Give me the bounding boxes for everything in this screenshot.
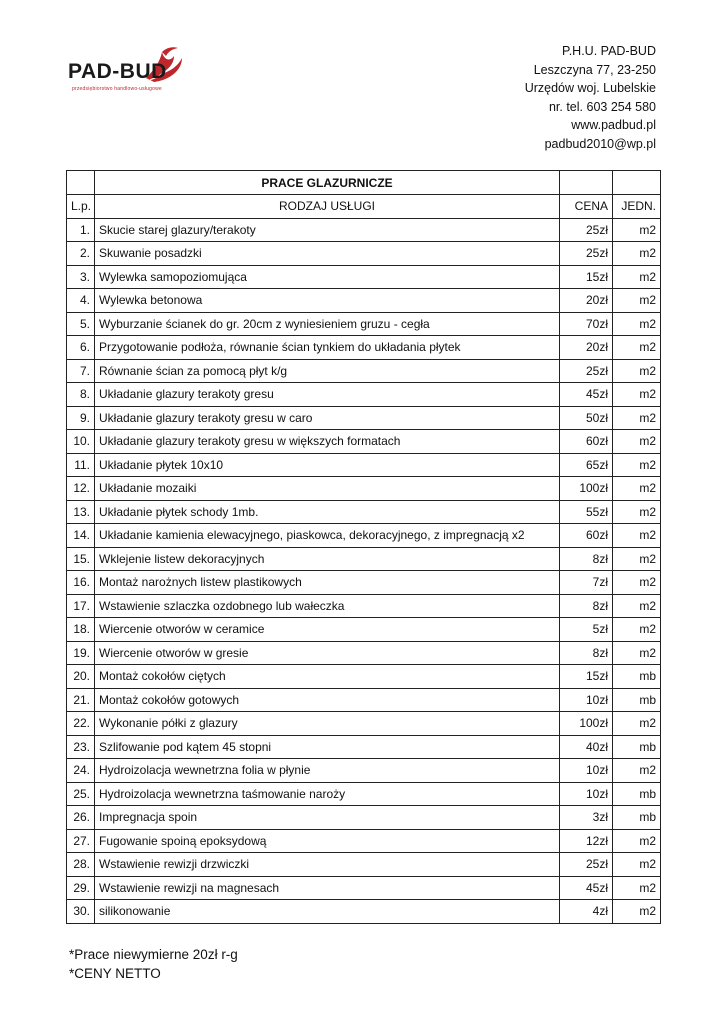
row-unit: m2 — [613, 383, 661, 407]
table-row — [67, 665, 661, 689]
row-service-name: Wklejenie listew dekoracyjnych — [95, 547, 560, 571]
row-service-name: Szlifowanie pod kątem 45 stopni — [95, 735, 560, 759]
row-service-name: Hydroizolacja wewnetrzna folia w płynie — [95, 759, 560, 783]
row-price: 60zł — [560, 524, 613, 548]
row-price: 8zł — [560, 547, 613, 571]
company-email[interactable]: padbud2010@wp.pl — [544, 136, 656, 151]
table-row — [67, 336, 661, 360]
table-row — [67, 547, 661, 571]
row-unit: m2 — [613, 289, 661, 313]
row-number: 17. — [67, 594, 95, 618]
table-row — [67, 853, 661, 877]
row-number: 30. — [67, 900, 95, 924]
row-number: 28. — [67, 853, 95, 877]
table-row — [67, 406, 661, 430]
row-number: 19. — [67, 641, 95, 665]
table-row — [67, 876, 661, 900]
header-price: CENA — [560, 195, 613, 219]
company-phone: nr. tel. 603 254 580 — [548, 99, 656, 114]
row-number: 20. — [67, 665, 95, 689]
row-price: 25zł — [560, 853, 613, 877]
row-unit: m2 — [613, 829, 661, 853]
row-price: 70zł — [560, 312, 613, 336]
row-service-name: Skuwanie posadzki — [95, 242, 560, 266]
row-service-name: Montaż cokołów ciętych — [95, 665, 560, 689]
row-unit: mb — [613, 665, 661, 689]
header-service: RODZAJ USŁUGI — [95, 195, 560, 219]
row-price: 65zł — [560, 453, 613, 477]
company-logo — [68, 38, 198, 98]
company-website[interactable]: www.padbud.pl — [571, 118, 656, 133]
row-number: 13. — [67, 500, 95, 524]
row-price: 40zł — [560, 735, 613, 759]
row-service-name: Wiercenie otworów w gresie — [95, 641, 560, 665]
row-price: 10zł — [560, 688, 613, 712]
table-row — [67, 265, 661, 289]
row-price: 3zł — [560, 806, 613, 830]
row-price: 25zł — [560, 242, 613, 266]
row-price: 12zł — [560, 829, 613, 853]
row-unit: m2 — [613, 336, 661, 360]
row-service-name: Wykonanie półki z glazury — [95, 712, 560, 736]
row-unit: m2 — [613, 218, 661, 242]
row-number: 24. — [67, 759, 95, 783]
row-price: 8zł — [560, 594, 613, 618]
row-service-name: Przygotowanie podłoża, równanie ścian tynkiem do układania płytek — [95, 336, 560, 360]
row-unit: m2 — [613, 547, 661, 571]
company-region: Urzędów woj. Lubelskie — [524, 81, 656, 96]
row-service-name: Wstawienie rewizji na magnesach — [95, 876, 560, 900]
row-number: 23. — [67, 735, 95, 759]
row-unit: m2 — [613, 477, 661, 501]
row-price: 15zł — [560, 665, 613, 689]
row-price: 10zł — [560, 782, 613, 806]
row-service-name: Montaż narożnych listew plastikowych — [95, 571, 560, 595]
row-price: 10zł — [560, 759, 613, 783]
table-row — [67, 242, 661, 266]
table-row — [67, 759, 661, 783]
row-unit: m2 — [613, 406, 661, 430]
row-unit: m2 — [613, 759, 661, 783]
logo-wordmark: PAD-BUD — [68, 60, 167, 83]
row-price: 45zł — [560, 876, 613, 900]
row-service-name: Układanie mozaiki — [95, 477, 560, 501]
row-number: 11. — [67, 453, 95, 477]
row-service-name: Układanie glazury terakoty gresu w caro — [95, 406, 560, 430]
row-unit: m2 — [613, 265, 661, 289]
row-unit: mb — [613, 782, 661, 806]
row-service-name: Hydroizolacja wewnetrzna taśmowanie naroży — [95, 782, 560, 806]
table-row — [67, 712, 661, 736]
row-unit: m2 — [613, 312, 661, 336]
row-price: 25zł — [560, 359, 613, 383]
title-spacer-cell — [613, 171, 661, 195]
row-unit: m2 — [613, 618, 661, 642]
row-price: 100zł — [560, 477, 613, 501]
table-row — [67, 359, 661, 383]
row-service-name: Układanie płytek schody 1mb. — [95, 500, 560, 524]
title-spacer-cell — [560, 171, 613, 195]
row-unit: m2 — [613, 453, 661, 477]
row-number: 15. — [67, 547, 95, 571]
table-row — [67, 571, 661, 595]
row-unit: mb — [613, 735, 661, 759]
table-row — [67, 524, 661, 548]
row-price: 60zł — [560, 430, 613, 454]
table-row — [67, 900, 661, 924]
row-price: 15zł — [560, 265, 613, 289]
title-spacer-cell — [67, 171, 95, 195]
row-price: 8zł — [560, 641, 613, 665]
table-row — [67, 312, 661, 336]
row-service-name: Równanie ścian za pomocą płyt k/g — [95, 359, 560, 383]
row-service-name: Wylewka betonowa — [95, 289, 560, 313]
row-number: 7. — [67, 359, 95, 383]
row-number: 5. — [67, 312, 95, 336]
table-row — [67, 829, 661, 853]
table-row — [67, 453, 661, 477]
table-row — [67, 289, 661, 313]
header-lp: L.p. — [67, 195, 95, 219]
row-price: 25zł — [560, 218, 613, 242]
row-number: 26. — [67, 806, 95, 830]
row-unit: mb — [613, 806, 661, 830]
table-row — [67, 806, 661, 830]
row-service-name: Montaż cokołów gotowych — [95, 688, 560, 712]
row-unit: m2 — [613, 641, 661, 665]
row-service-name: Wylewka samopoziomująca — [95, 265, 560, 289]
row-service-name: Układanie kamienia elewacyjnego, piaskowca, dekoracyjnego, z impregnacją x2 — [95, 524, 560, 548]
row-number: 6. — [67, 336, 95, 360]
row-service-name: Wyburzanie ścianek do gr. 20cm z wyniesieniem gruzu - cegła — [95, 312, 560, 336]
table-row — [67, 782, 661, 806]
row-number: 1. — [67, 218, 95, 242]
note-hourly: *Prace niewymierne 20zł r-g — [69, 947, 238, 962]
row-unit: m2 — [613, 430, 661, 454]
row-unit: m2 — [613, 900, 661, 924]
row-number: 2. — [67, 242, 95, 266]
row-number: 9. — [67, 406, 95, 430]
table-row — [67, 688, 661, 712]
company-address: Leszczyna 77, 23-250 — [533, 62, 656, 77]
header-unit: JEDN. — [613, 195, 661, 219]
row-unit: m2 — [613, 712, 661, 736]
table-row — [67, 430, 661, 454]
row-service-name: Wiercenie otworów w ceramice — [95, 618, 560, 642]
row-number: 27. — [67, 829, 95, 853]
row-price: 7zł — [560, 571, 613, 595]
row-service-name: Układanie glazury terakoty gresu w większych formatach — [95, 430, 560, 454]
table-row — [67, 618, 661, 642]
row-number: 25. — [67, 782, 95, 806]
company-name: P.H.U. PAD-BUD — [561, 44, 656, 58]
row-unit: m2 — [613, 853, 661, 877]
row-unit: m2 — [613, 500, 661, 524]
row-number: 29. — [67, 876, 95, 900]
footnotes — [69, 945, 238, 983]
row-service-name: Fugowanie spoiną epoksydową — [95, 829, 560, 853]
table-header-row — [67, 195, 661, 219]
row-number: 10. — [67, 430, 95, 454]
row-number: 18. — [67, 618, 95, 642]
row-unit: mb — [613, 688, 661, 712]
row-service-name: silikonowanie — [95, 900, 560, 924]
row-number: 16. — [67, 571, 95, 595]
row-service-name: Wstawienie szlaczka ozdobnego lub wałeczka — [95, 594, 560, 618]
row-price: 100zł — [560, 712, 613, 736]
row-unit: m2 — [613, 594, 661, 618]
logo-tagline: przedsiębiorstwo handlowo-usługowe — [72, 86, 162, 92]
table-row — [67, 735, 661, 759]
row-number: 3. — [67, 265, 95, 289]
row-service-name: Wstawienie rewizji drzwiczki — [95, 853, 560, 877]
row-number: 12. — [67, 477, 95, 501]
row-service-name: Skucie starej glazury/terakoty — [95, 218, 560, 242]
row-unit: m2 — [613, 876, 661, 900]
row-number: 4. — [67, 289, 95, 313]
row-price: 5zł — [560, 618, 613, 642]
row-number: 14. — [67, 524, 95, 548]
row-price: 50zł — [560, 406, 613, 430]
row-unit: m2 — [613, 571, 661, 595]
table-row — [67, 218, 661, 242]
row-service-name: Impregnacja spoin — [95, 806, 560, 830]
note-net-prices: *CENY NETTO — [69, 966, 161, 981]
table-title: PRACE GLAZURNICZE — [95, 171, 560, 195]
table-row — [67, 594, 661, 618]
price-table — [66, 170, 661, 924]
row-service-name: Układanie glazury terakoty gresu — [95, 383, 560, 407]
company-details — [525, 42, 656, 154]
row-number: 8. — [67, 383, 95, 407]
table-row — [67, 383, 661, 407]
row-price: 45zł — [560, 383, 613, 407]
row-unit: m2 — [613, 359, 661, 383]
row-unit: m2 — [613, 242, 661, 266]
row-price: 20zł — [560, 289, 613, 313]
table-row — [67, 641, 661, 665]
row-price: 4zł — [560, 900, 613, 924]
table-row — [67, 500, 661, 524]
row-unit: m2 — [613, 524, 661, 548]
row-number: 21. — [67, 688, 95, 712]
row-price: 55zł — [560, 500, 613, 524]
row-price: 20zł — [560, 336, 613, 360]
row-service-name: Układanie płytek 10x10 — [95, 453, 560, 477]
table-row — [67, 477, 661, 501]
table-title-row — [67, 171, 661, 195]
row-number: 22. — [67, 712, 95, 736]
